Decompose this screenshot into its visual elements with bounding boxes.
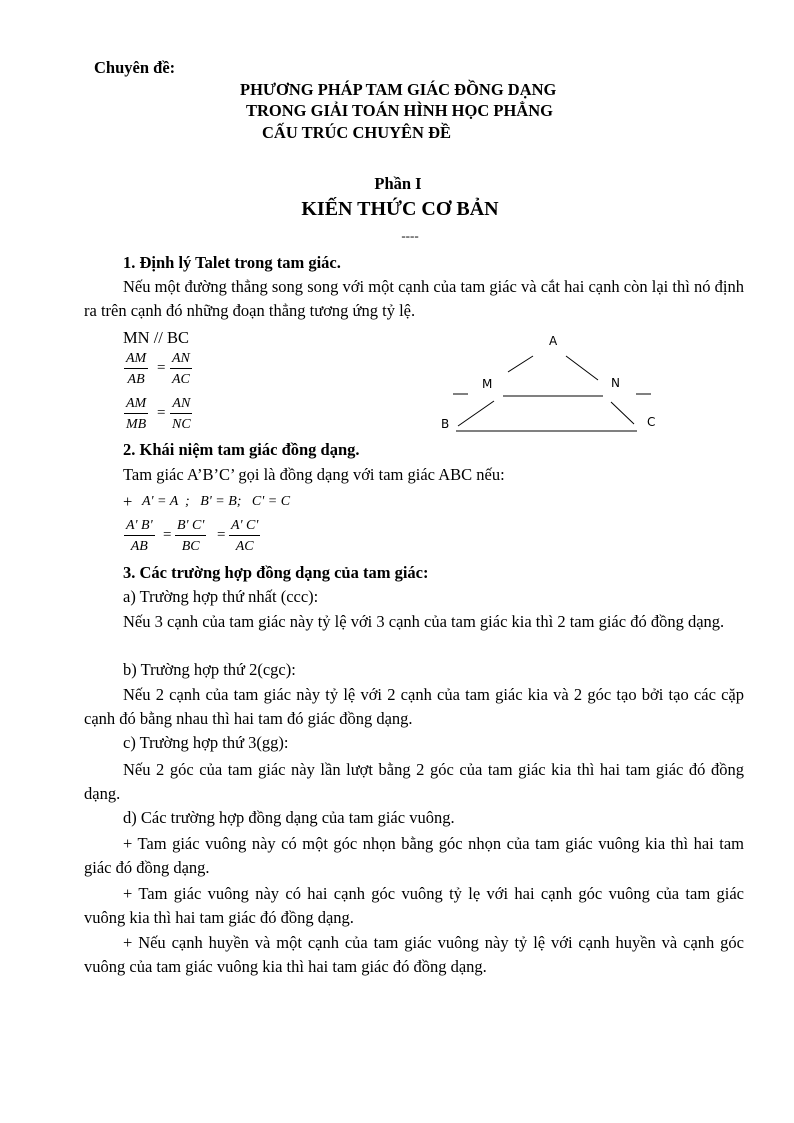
case-c-text: Nếu 2 góc của tam giác này lần lượt bằng 2 góc của tam giác kia thì hai tam giác đó đồng dạng. xyxy=(84,760,744,803)
section1-heading: 1. Định lý Talet trong tam giác. xyxy=(123,253,341,272)
case-b-text: Nếu 2 cạnh của tam giác này tỷ lệ với 2 cạnh của tam giác kia và 2 góc tạo bởi tạo các cặp cạnh đó bằng nhau thì hai tam đó giác đồng dạng. xyxy=(84,685,744,728)
fraction-numerator: AM xyxy=(124,350,148,369)
vertex-b-label: B xyxy=(441,417,450,431)
fraction-numerator: AN xyxy=(170,395,192,414)
fraction-denominator: MB xyxy=(126,417,147,432)
section3-heading: 3. Các trường hợp đồng dạng của tam giác: xyxy=(123,563,429,582)
point-n-label: N xyxy=(611,376,620,390)
fraction-b1c1-bc xyxy=(175,517,206,555)
topic-label: Chuyên đề: xyxy=(94,58,176,77)
fraction-denominator: AB xyxy=(130,539,148,554)
case-a-text: Nếu 3 cạnh của tam giác này tỷ lệ với 3 cạnh của tam giác kia thì 2 tam giác đó đồng dạng. xyxy=(123,612,725,631)
section2-text: Tam giác A’B’C’ gọi là đồng dạng với tam giác ABC nếu: xyxy=(123,465,505,484)
parallel-statement: MN // BC xyxy=(123,328,190,347)
fraction-denominator: AC xyxy=(235,539,254,554)
case-b-title: b) Trường hợp thứ 2(cgc): xyxy=(123,660,296,679)
segment-am xyxy=(508,356,533,372)
case-c-title: c) Trường hợp thứ 3(gg): xyxy=(123,733,289,752)
section2-heading: 2. Khái niệm tam giác đồng dạng. xyxy=(123,440,360,459)
section1-text: Nếu một đường thẳng song song với một cạnh của tam giác và cắt hai cạnh còn lại thì nó định ra trên cạnh đó những đoạn thẳng tương ứng tỷ lệ. xyxy=(84,277,744,320)
vertex-a-label: A xyxy=(549,334,558,348)
fraction-denominator: AB xyxy=(127,372,145,387)
vertex-c-label: C xyxy=(647,415,656,429)
fraction-numerator: AM xyxy=(124,395,148,414)
fraction-denominator: AC xyxy=(172,372,190,387)
segment-an xyxy=(566,356,598,380)
point-m-label: M xyxy=(482,377,493,391)
equals-sign: = xyxy=(157,360,166,376)
fraction-numerator: AN xyxy=(170,350,192,369)
title-line-1: PHƯƠNG PHÁP TAM GIÁC ĐỒNG DẠNG xyxy=(240,80,557,99)
fraction-denominator: BC xyxy=(181,539,200,554)
equals-sign: = xyxy=(157,405,166,421)
part-title: KIẾN THỨC CƠ BẢN xyxy=(301,198,499,220)
equals-sign: = xyxy=(163,527,172,543)
fraction-numerator: A' B' xyxy=(124,517,155,536)
part-label: Phần I xyxy=(374,174,422,193)
case-d-item-3: + Nếu cạnh huyền và một cạnh của tam giác vuông này tỷ lệ với cạnh huyền và cạnh góc vuông của tam giác vuông kia thì hai tam giác đó đồng dạng. xyxy=(84,933,744,976)
fraction-denominator: NC xyxy=(172,417,191,432)
angle-equalities: A' = A ; B' = B; C' = C xyxy=(142,494,291,509)
case-a-title: a) Trường hợp thứ nhất (ccc): xyxy=(123,587,319,606)
segment-mb xyxy=(458,401,494,426)
title-line-2: TRONG GIẢI TOÁN HÌNH HỌC PHẲNG xyxy=(246,101,553,120)
segment-nc xyxy=(611,402,634,424)
fraction-a1c1-ac xyxy=(229,517,260,555)
plus-sign: + xyxy=(123,492,133,511)
case-d-item-2: + Tam giác vuông này có hai cạnh góc vuông tỷ lẹ với hai cạnh góc vuông của tam giác vuông kia thì hai tam giác đó đồng dạng. xyxy=(84,884,744,927)
fraction-numerator: B' C' xyxy=(175,517,206,536)
fraction-numerator: A' C' xyxy=(229,517,260,536)
case-d-title: d) Các trường hợp đồng dạng của tam giác vuông. xyxy=(123,808,455,827)
divider: ---- xyxy=(401,228,419,243)
equals-sign: = xyxy=(217,527,226,543)
title-line-3: CẤU TRÚC CHUYÊN ĐỀ xyxy=(262,123,452,142)
case-d-item-1: + Tam giác vuông này có một góc nhọn bằng góc nhọn của tam giác vuông kia thì hai tam giác đó đồng dạng. xyxy=(84,834,744,877)
fraction-a1b1-ab xyxy=(124,517,155,555)
